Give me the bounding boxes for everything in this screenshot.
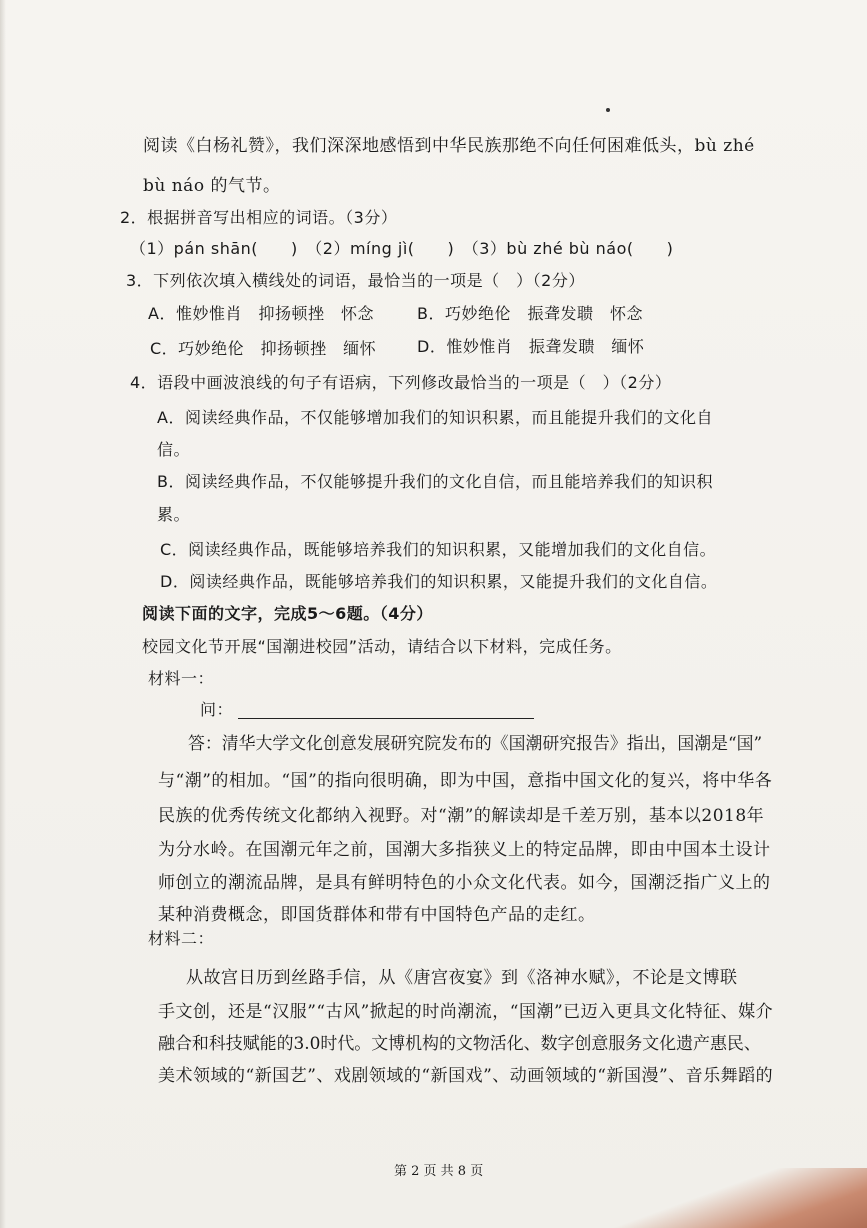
q2-stem: 2．根据拼音写出相应的词语。（3分）: [120, 208, 398, 227]
material1-line: 与“潮”的相加。“国”的指向很明确，即为中国，意指中国文化的复兴，将中华各: [158, 771, 773, 791]
q3-option-d: D．惟妙惟肖 振聋发聩 缅怀: [417, 337, 645, 356]
q3-option-a: A．惟妙惟肖 抑扬顿挫 怀念: [148, 304, 374, 323]
q4-option-c: C．阅读经典作品，既能够培养我们的知识积累，又能增加我们的文化自信。: [160, 540, 717, 559]
q4-option-a-line2: 信。: [157, 440, 191, 459]
scan-shadow: [0, 0, 6, 1228]
material1-line: 民族的优秀传统文化都纳入视野。对“潮”的解读却是千差万别，基本以2018年: [158, 806, 765, 826]
q4-option-d: D．阅读经典作品，既能够培养我们的知识积累，又能提升我们的文化自信。: [160, 572, 718, 591]
material1-line: 答：清华大学文化创意发展研究院发布的《国潮研究报告》指出，国潮是“国”: [188, 733, 763, 753]
material2-line: 从故宫日历到丝路手信，从《唐宫夜宴》到《洛神水赋》，不论是文博联: [186, 968, 738, 988]
material1-question-label: 问：: [200, 700, 234, 719]
q3-option-b: B．巧妙绝伦 振聋发聩 怀念: [417, 304, 643, 323]
q4-option-b-line1: B．阅读经典作品，不仅能够提升我们的文化自信，而且能培养我们的知识积: [157, 472, 713, 491]
q2-items: （1）pán shān( ) （2）míng jì( ) （3）bù zhé bù náo( ): [130, 239, 674, 258]
intro-line-1: 阅读《白杨礼赞》，我们深深地感悟到中华民族那绝不向任何困难低头，bù zhé: [143, 136, 755, 156]
intro-line-2: bù náo 的气节。: [143, 176, 281, 196]
material2-line: 融合和科技赋能的3.0时代。文博机构的文物活化、数字创意服务文化遗产惠民、: [158, 1033, 761, 1053]
section-heading: 阅读下面的文字，完成5～6题。（4分）: [142, 604, 433, 623]
q3-option-c: C．巧妙绝伦 抑扬顿挫 缅怀: [150, 339, 377, 358]
scan-corner-shadow: [607, 1168, 867, 1228]
q4-option-a-line1: A．阅读经典作品，不仅能够增加我们的知识积累，而且能提升我们的文化自: [157, 408, 713, 427]
q4-option-b-line2: 累。: [157, 505, 191, 524]
material2-line: 美术领域的“新国艺”、戏剧领域的“新国戏”、动画领域的“新国漫”、音乐舞蹈的: [158, 1066, 774, 1086]
material1-line: 某种消费概念，即国货群体和带有中国特色产品的走红。: [158, 905, 596, 925]
q4-stem: 4．语段中画波浪线的句子有语病，下列修改最恰当的一项是（ ）（2分）: [130, 373, 672, 392]
section-intro: 校园文化节开展“国潮进校园”活动，请结合以下材料，完成任务。: [142, 637, 622, 656]
material2-label: 材料二：: [148, 929, 215, 948]
material2-line: 手文创，还是“汉服”“古风”掀起的时尚潮流，“国潮”已迈入更具文化特征、媒介: [158, 1002, 774, 1022]
scan-speck: [606, 108, 610, 112]
question-answer-blank: [238, 718, 534, 719]
material1-line: 为分水岭。在国潮元年之前，国潮大多指狭义上的特定品牌，即由中国本土设计: [158, 840, 771, 860]
q3-stem: 3．下列依次填入横线处的词语，最恰当的一项是（ ）（2分）: [126, 271, 585, 290]
material1-line: 师创立的潮流品牌，是具有鲜明特色的小众文化代表。如今，国潮泛指广义上的: [158, 873, 771, 893]
page-footer: 第 2 页 共 8 页: [394, 1164, 484, 1179]
material1-label: 材料一：: [148, 669, 215, 688]
